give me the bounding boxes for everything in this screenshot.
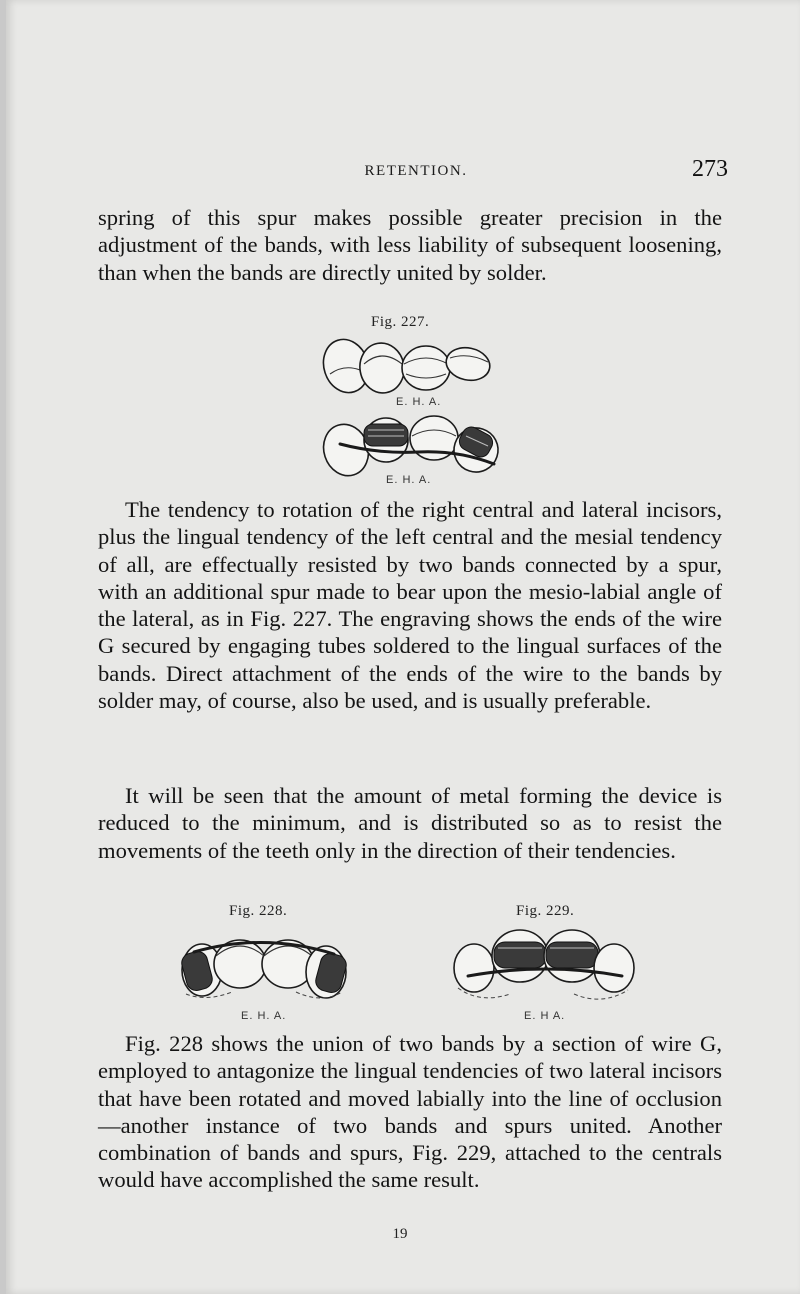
fig-228-illustration: [176, 926, 351, 1010]
fig-227-lower-appliance-illustration: [318, 412, 503, 478]
fig-229-illustration: [450, 924, 636, 1010]
running-head: RETENTION.: [364, 163, 468, 179]
paragraph-rotation-tendency: The tendency to rotation of the right central and lateral incisors, plus the lingual tendency of the left central and the mesial tendency of all, are effectually resisted by two bands connected by a spur, with an additional spur made to bear upon the mesio-labial angle of the lateral, as in Fig. 227. The engraving shows the ends of the wire G secured by engaging tubes soldered to the lingual surfaces of the bands. Direct attachment of the ends of the wire to the bands by solder may, of course, also be used, and is usually preferable.: [98, 497, 722, 714]
fig-229-label: Fig. 229.: [516, 903, 575, 919]
signature-mark: 19: [392, 1226, 408, 1242]
fig-229-credit: E. H A.: [524, 1010, 566, 1022]
fig-228-credit: E. H. A.: [241, 1010, 287, 1022]
fig-227-upper-credit: E. H. A.: [396, 396, 442, 408]
paragraph-continuation: spring of this spur makes possible greater precision in the adjustment of the bands, with less liability of subsequent loosening, than when the bands are directly united by solder.: [98, 205, 722, 285]
fig-227-upper-teeth-illustration: [318, 334, 498, 396]
fig-227-label: Fig. 227.: [371, 314, 430, 330]
fig-228-label: Fig. 228.: [229, 903, 288, 919]
fig-227-lower-credit: E. H. A.: [386, 474, 432, 486]
paragraph-metal-minimum: It will be seen that the amount of metal forming the device is reduced to the minimum, and is distributed so as to resist the movements of the teeth only in the direction of their tendencies.: [98, 783, 722, 863]
page-number: 273: [692, 156, 728, 182]
paragraph-fig-228-description: Fig. 228 shows the union of two bands by a section of wire G, employed to antagonize the lingual tendencies of two lateral incisors that have been rotated and moved labially into the line of occlusion—another instance of two bands and spurs united. Another combination of bands and spurs, Fig. 229, attached to the centrals would have accomplished the same result.: [98, 1031, 722, 1193]
page-header: [104, 156, 728, 190]
